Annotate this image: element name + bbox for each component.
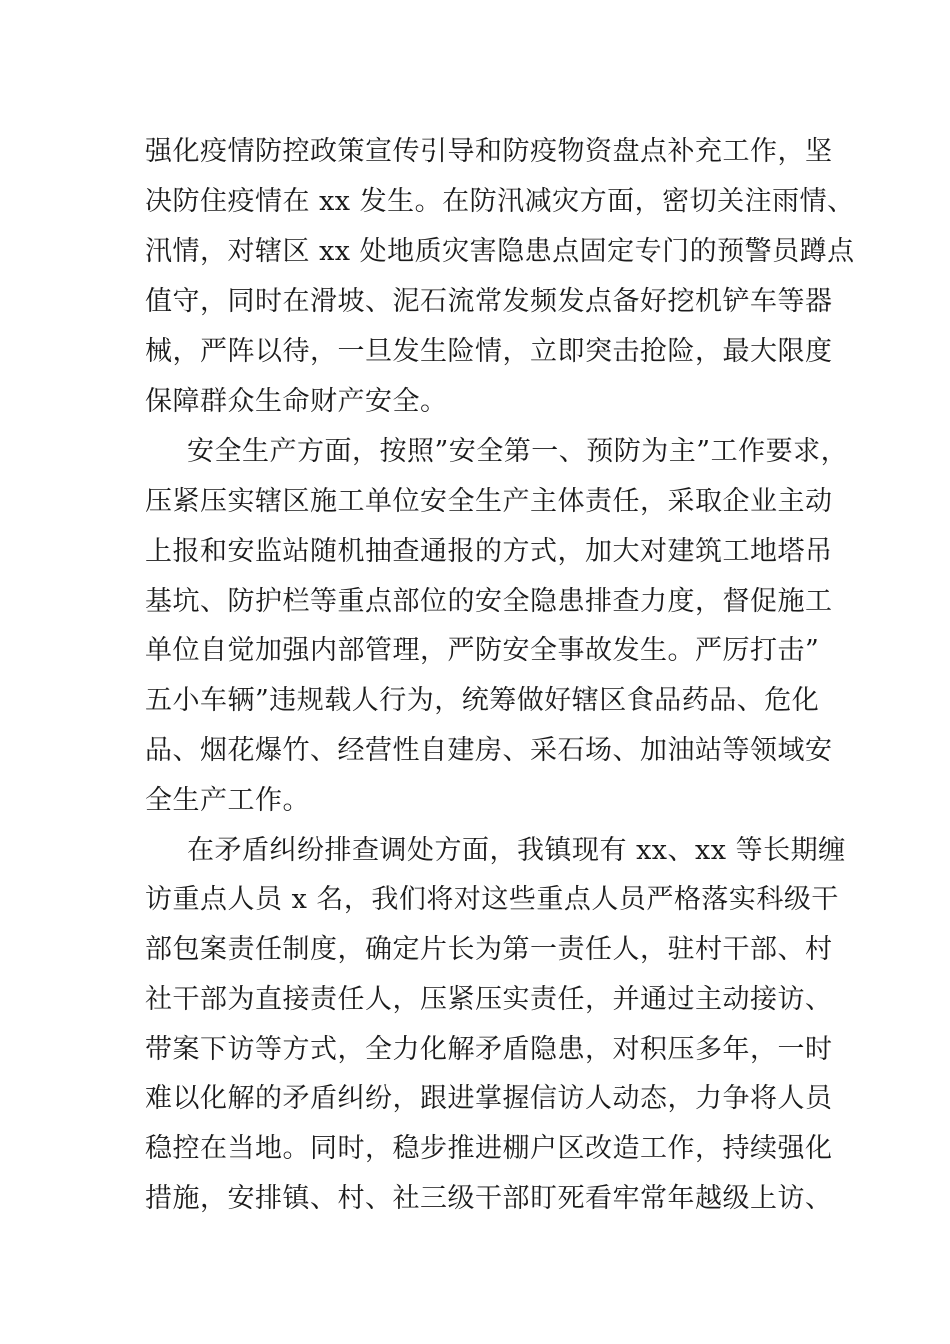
paragraph-first-line: 在矛盾纠纷排查调处方面，我镇现有 xx、xx 等长期缠 <box>187 835 846 866</box>
paragraph-first-line: 安全生产方面，按照”安全第一、预防为主”工作要求， <box>187 436 849 467</box>
text-line: 单位自觉加强内部管理，严防安全事故发生。严厉打击” <box>145 635 820 666</box>
text-line: 基坑、防护栏等重点部位的安全隐患排查力度，督促施工 <box>145 586 833 617</box>
text-line: 压紧压实辖区施工单位安全生产主体责任，采取企业主动 <box>145 486 833 517</box>
text-line: 保障群众生命财产安全。 <box>145 386 448 417</box>
text-line: 械，严阵以待，一旦发生险情，立即突击抢险，最大限度 <box>145 336 833 367</box>
text-line: 难以化解的矛盾纠纷，跟进掌握信访人动态，力争将人员 <box>145 1083 833 1114</box>
text-line: 五小车辆”违规载人行为，统筹做好辖区食品药品、危化 <box>145 685 820 716</box>
text-line: 全生产工作。 <box>145 785 310 816</box>
text-line: 稳控在当地。同时，稳步推进棚户区改造工作，持续强化 <box>145 1133 833 1164</box>
text-line: 措施，安排镇、村、社三级干部盯死看牢常年越级上访、 <box>145 1183 833 1214</box>
text-line: 社干部为直接责任人，压紧压实责任，并通过主动接访、 <box>145 984 833 1015</box>
text-line: 品、烟花爆竹、经营性自建房、采石场、加油站等领域安 <box>145 735 833 766</box>
text-line: 部包案责任制度，确定片长为第一责任人，驻村干部、村 <box>145 934 833 965</box>
text-line: 汛情，对辖区 xx 处地质灾害隐患点固定专门的预警员蹲点 <box>145 236 855 267</box>
text-line: 值守，同时在滑坡、泥石流常发频发点备好挖机铲车等器 <box>145 286 833 317</box>
text-line: 决防住疫情在 xx 发生。在防汛减灾方面，密切关注雨情、 <box>145 186 855 217</box>
text-line: 强化疫情防控政策宣传引导和防疫物资盘点补充工作，坚 <box>145 136 833 167</box>
text-line: 带案下访等方式，全力化解矛盾隐患，对积压多年，一时 <box>145 1034 833 1065</box>
text-line: 访重点人员 x 名，我们将对这些重点人员严格落实科级干 <box>145 884 839 915</box>
text-line: 上报和安监站随机抽查通报的方式，加大对建筑工地塔吊 <box>145 536 833 567</box>
